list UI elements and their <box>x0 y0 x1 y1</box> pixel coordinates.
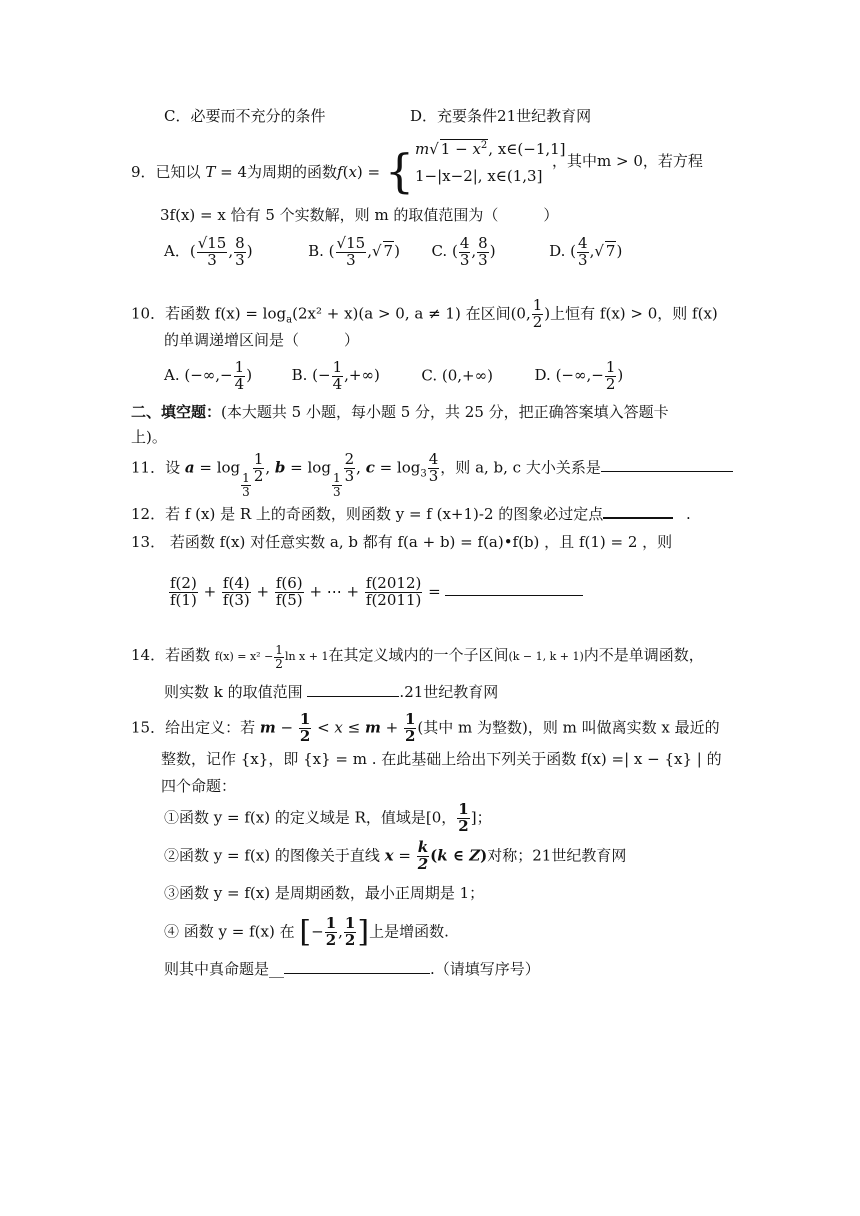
q10-option-b: B. (− $\frac{1}{4}$ ,+∞) <box>291 358 380 393</box>
q9-number: 9． <box>131 163 156 181</box>
q15-answer-blank <box>284 958 430 974</box>
q9-option-d: D. ( $\frac{4}{3}$ ,√ 7) <box>549 234 623 269</box>
q15-proposition-3: ③函数 y = f(x) 是周期函数，最小正周期是 1； <box>164 884 485 902</box>
q11-answer-blank <box>601 456 733 472</box>
q13-answer-blank <box>445 580 583 596</box>
section-instructions-2: 上)。 <box>131 428 167 446</box>
q9-options <box>164 236 622 269</box>
q9-option-a: A．( $\frac{√15}{3}$ , $\frac{8}{3}$ ) <box>164 234 253 269</box>
q12: 12．若 f (x) 是 R 上的奇函数，则函数 y = f (x+1)-2 的图象必过定点 . <box>131 502 691 523</box>
q9-stem-post: ，其中m > 0，若方程 <box>552 152 703 170</box>
q13: 13． 若函数 f(x) 对任意实数 a, b 都有 f(a + b) = f(a)•f(b) ，且 f(1) = 2 ，则 <box>131 533 673 551</box>
q10-option-d: D. (−∞,− $\frac{1}{2}$ ) <box>534 358 624 393</box>
section-title: 二、填空题： <box>131 403 222 421</box>
q15-line-1: 15．给出定义：若 m − $\frac{1}{2}$ < x ≤ m + $\frac{1}{2}$ (其中 m 为整数)，则 m 叫做离实数 x 最近的 <box>131 710 720 745</box>
q15-line-3: 四个命题： <box>161 777 237 795</box>
section-instructions: (本大题共 5 小题，每小题 5 分，共 25 分，把正确答案填入答题卡 <box>221 403 669 421</box>
q9-option-c: C. ( $\frac{4}{3}$ , $\frac{8}{3}$ ) <box>431 234 496 269</box>
q15-proposition-1: ①函数 y = f(x) 的定义域是 R，值域是[0， $\frac{1}{2}$ ]； <box>164 800 492 835</box>
q14: 14．若函数 f(x) = x² − $\frac{1}{2}$ ln x + 1在其定义域内的一个子区间(k − 1, k + 1)内不是单调函数， <box>131 643 704 671</box>
q14-line-2: 则实数 k 的取值范围 .21世纪教育网 <box>164 683 499 701</box>
q9-case-2: 1−|x−2|, x∈(1,3] <box>415 167 543 185</box>
q8-option-c: C．必要而不充分的条件 <box>164 107 326 125</box>
q14-answer-blank <box>307 681 399 697</box>
q9-stem-mid: 为周期的函数 <box>247 163 338 181</box>
q10-options <box>164 360 623 393</box>
q9-option-b: B. ( $\frac{√15}{3}$ ,√ 7) <box>308 234 400 269</box>
q12-answer-blank <box>603 502 673 519</box>
q15-proposition-2: ②函数 y = f(x) 的图像关于直线 x = $\frac{k}{2}$ (k ∈ Z)对称；21世纪教育网 <box>164 838 627 873</box>
q9-stem-pre: 已知以 <box>155 163 201 181</box>
q15-line-2: 整数，记作 {x}，即 {x} = m . 在此基础上给出下列关于函数 f(x) =| x − {x} | 的 <box>161 750 722 768</box>
q10-option-a: A. (−∞,− $\frac{1}{4}$ ) <box>164 358 253 393</box>
q10-line-2: 的单调递增区间是（ ） <box>164 331 360 349</box>
q9-case-1: m√ $1 - x^2$, x∈(−1,1] <box>415 140 566 158</box>
q9-stem: 9．已知以 T = 4为周期的函数f(x) = { <box>131 144 415 198</box>
q10-stem: 10．若函数 $f(x) = \log_a(2x^2 + x)(a > 0$, a ≠ 1) 在区间(0, $\frac{1}{2}$ )上恒有 f(x) > 0，则 f(x) <box>131 296 718 331</box>
q8-option-d: D．充要条件21世纪教育网 <box>410 107 592 125</box>
q13-expression: $\frac{f(2)}{f(1)}$ + $\frac{f(4)}{f(3)}$ + $\frac{f(6)}{f(5)}$ + ⋯ + $\frac{f(2012)}{f(2011)}$ = <box>168 576 583 609</box>
q10-option-c: C. (0,+∞) <box>421 366 493 385</box>
q9-line-2: 3f(x) = x 恰有 5 个实数解，则 m 的取值范围为（ ） <box>160 206 559 224</box>
q15-proposition-4: ④ 函数 y = f(x) 在 [− $\frac{1}{2}$ , $\frac{1}{2}$ ]上是增函数. <box>164 914 449 950</box>
q15-answer-line: 则其中真命题是__ .（请填写序号） <box>164 960 540 978</box>
section-heading <box>131 403 669 421</box>
q11: 11．设 a = log $\frac{1}{3}$ $\frac{1}{2}$ , b = log $\frac{1}{3}$ $\frac{2}{3}$ , $c = \log_3$ $\frac{4}{3}$ ，则 a, b, c 大小关系是 <box>131 452 733 498</box>
